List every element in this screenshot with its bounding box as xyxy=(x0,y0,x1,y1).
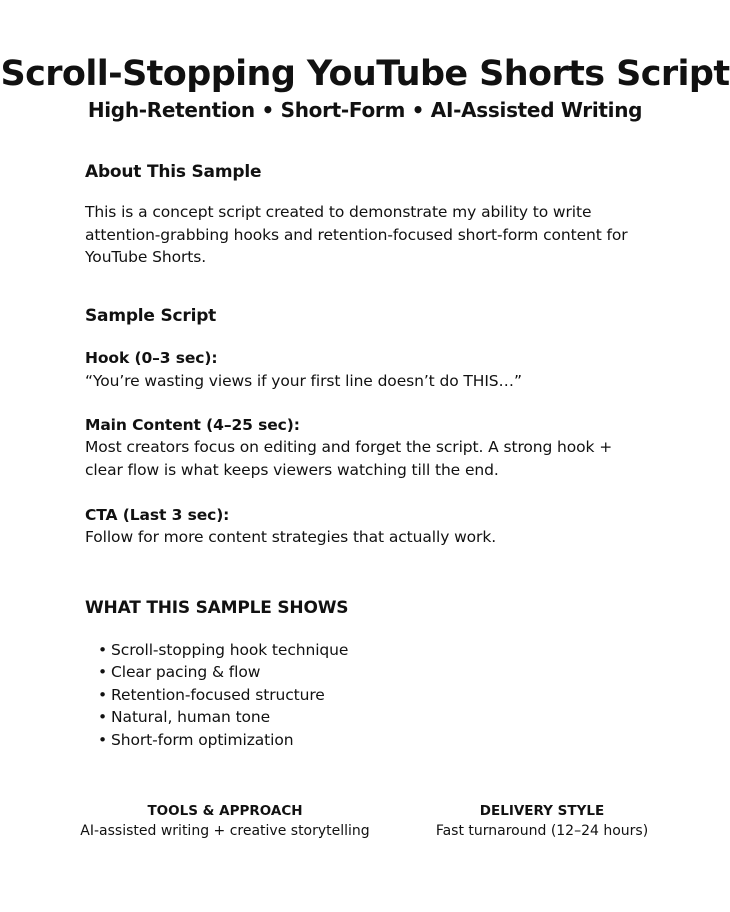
list-item: • Retention-focused structure xyxy=(98,684,348,706)
page-title: Scroll-Stopping YouTube Shorts Script xyxy=(0,54,730,95)
hook-text: “You’re wasting views if your first line doesn’t do THIS…” xyxy=(85,372,522,390)
about-text: This is a concept script created to demonstrate my ability to write attention-grabbing hooks and retention-focused short-form content for YouTube Shorts. xyxy=(85,203,628,266)
list-item: • Clear pacing & flow xyxy=(98,661,348,683)
list-item: • Scroll-stopping hook technique xyxy=(98,639,348,661)
tools-heading: TOOLS & APPROACH xyxy=(147,803,303,819)
list-item: • Short-form optimization xyxy=(98,729,348,751)
shows-heading: WHAT THIS SAMPLE SHOWS xyxy=(85,598,349,618)
cta-text: Follow for more content strategies that actually work. xyxy=(85,528,497,546)
tools-section xyxy=(75,801,375,841)
list-item: • Natural, human tone xyxy=(98,706,348,728)
main-content-text: Most creators focus on editing and forget the script. A strong hook + clear flow is what keeps viewers watching till the end. xyxy=(85,438,613,479)
tools-value: AI-assisted writing + creative storytelling xyxy=(80,823,370,839)
delivery-value: Fast turnaround (12–24 hours) xyxy=(435,823,649,839)
shows-list xyxy=(98,639,348,751)
delivery-section xyxy=(417,801,667,841)
main-content-label: Main Content (4–25 sec): xyxy=(85,416,300,434)
about-heading: About This Sample xyxy=(85,162,262,182)
cta-label: CTA (Last 3 sec): xyxy=(85,506,230,524)
delivery-heading: DELIVERY STYLE xyxy=(479,803,605,819)
hook-label: Hook (0–3 sec): xyxy=(85,349,218,367)
page-subtitle: High-Retention • Short-Form • AI-Assisted Writing xyxy=(87,98,643,122)
sample-script-heading: Sample Script xyxy=(85,306,217,326)
